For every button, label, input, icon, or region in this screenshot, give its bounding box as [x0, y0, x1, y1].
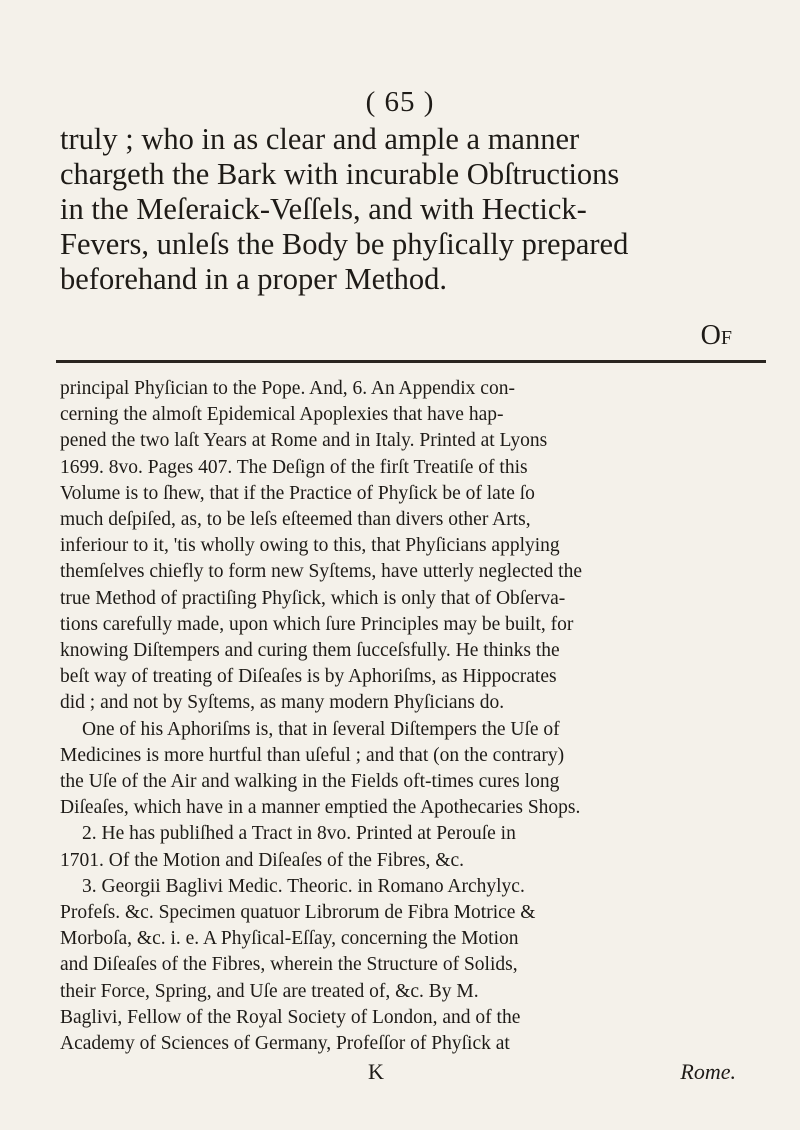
body-line: themſelves chiefly to form new Syſtems, have utterly neglected the — [60, 561, 583, 583]
body-line: and Diſeaſes of the Fibres, wherein the Structure of Solids, — [60, 954, 518, 976]
body-line: much deſpiſed, as, to be leſs eſteemed than divers other Arts, — [60, 509, 531, 531]
body-line: Diſeaſes, which have in a manner emptied the Apothecaries Shops. — [60, 797, 581, 819]
body-line: did ; and not by Syſtems, as many modern Phyſicians do. — [60, 692, 505, 714]
body-line: their Force, Spring, and Uſe are treated of, &c. By M. — [60, 980, 479, 1002]
body-line: 1699. 8vo. Pages 407. The Deſign of the firſt Treatiſe of this — [60, 456, 528, 478]
lead-line: chargeth the Bark with incurable Obſtructions — [60, 157, 620, 191]
body-line: beſt way of treating of Diſeaſes is by Aphoriſms, as Hippocrates — [60, 666, 557, 688]
body-line: pened the two laſt Years at Rome and in Italy. Printed at Lyons — [60, 430, 548, 452]
body-line: Academy of Sciences of Germany, Profeſſor of Phyſick at — [60, 1033, 510, 1055]
lead-line: in the Meſeraick-Veſſels, and with Hectick- — [60, 192, 587, 226]
body-line: the Uſe of the Air and walking in the Fields oft-times cures long — [60, 771, 560, 793]
page-number: ( 65 ) — [365, 86, 435, 118]
section-catch-heading: Of — [700, 320, 732, 351]
catchword: Rome. — [680, 1059, 736, 1084]
lead-line: Fevers, unleſs the Body be phyſically prepared — [60, 227, 629, 261]
footnote-body — [60, 376, 772, 1057]
body-line: inferiour to it, 'tis wholly owing to this, that Phyſicians applying — [60, 535, 560, 557]
body-line: One of his Aphoriſms is, that in ſeveral Diſtempers the Uſe of — [82, 718, 560, 740]
body-line: Profeſs. &c. Specimen quatuor Librorum de Fibra Motrice & — [60, 902, 536, 924]
body-line: 3. Georgii Baglivi Medic. Theoric. in Romano Archylyc. — [82, 875, 525, 897]
body-line: 1701. Of the Motion and Diſeaſes of the Fibres, &c. — [60, 849, 465, 871]
body-line: 2. He has publiſhed a Tract in 8vo. Printed at Perouſe in — [82, 823, 516, 845]
lead-line: truly ; who in as clear and ample a manner — [60, 122, 580, 156]
body-line: Baglivi, Fellow of the Royal Society of London, and of the — [60, 1006, 521, 1028]
body-line: cerning the almoſt Epidemical Apoplexies that have hap- — [60, 404, 504, 426]
body-line: knowing Diſtempers and curing them ſucceſsfully. He thinks the — [60, 640, 560, 662]
lead-paragraph — [60, 122, 760, 297]
horizontal-rule — [56, 360, 766, 363]
body-line: Volume is to ſhew, that if the Practice of Phyſick be of late ſo — [60, 482, 535, 504]
body-line: principal Phyſician to the Pope. And, 6. An Appendix con- — [60, 378, 515, 399]
signature-mark: K — [368, 1059, 384, 1084]
lead-line: beforehand in a proper Method. — [60, 262, 448, 296]
body-line: tions carefully made, upon which ſure Principles may be built, for — [60, 613, 574, 635]
body-line: true Method of practiſing Phyſick, which is only that of Obſerva- — [60, 587, 566, 609]
body-line: Medicines is more hurtful than uſeful ; and that (on the contrary) — [60, 744, 565, 766]
body-line: Morboſa, &c. i. e. A Phyſical-Eſſay, concerning the Motion — [60, 928, 519, 950]
